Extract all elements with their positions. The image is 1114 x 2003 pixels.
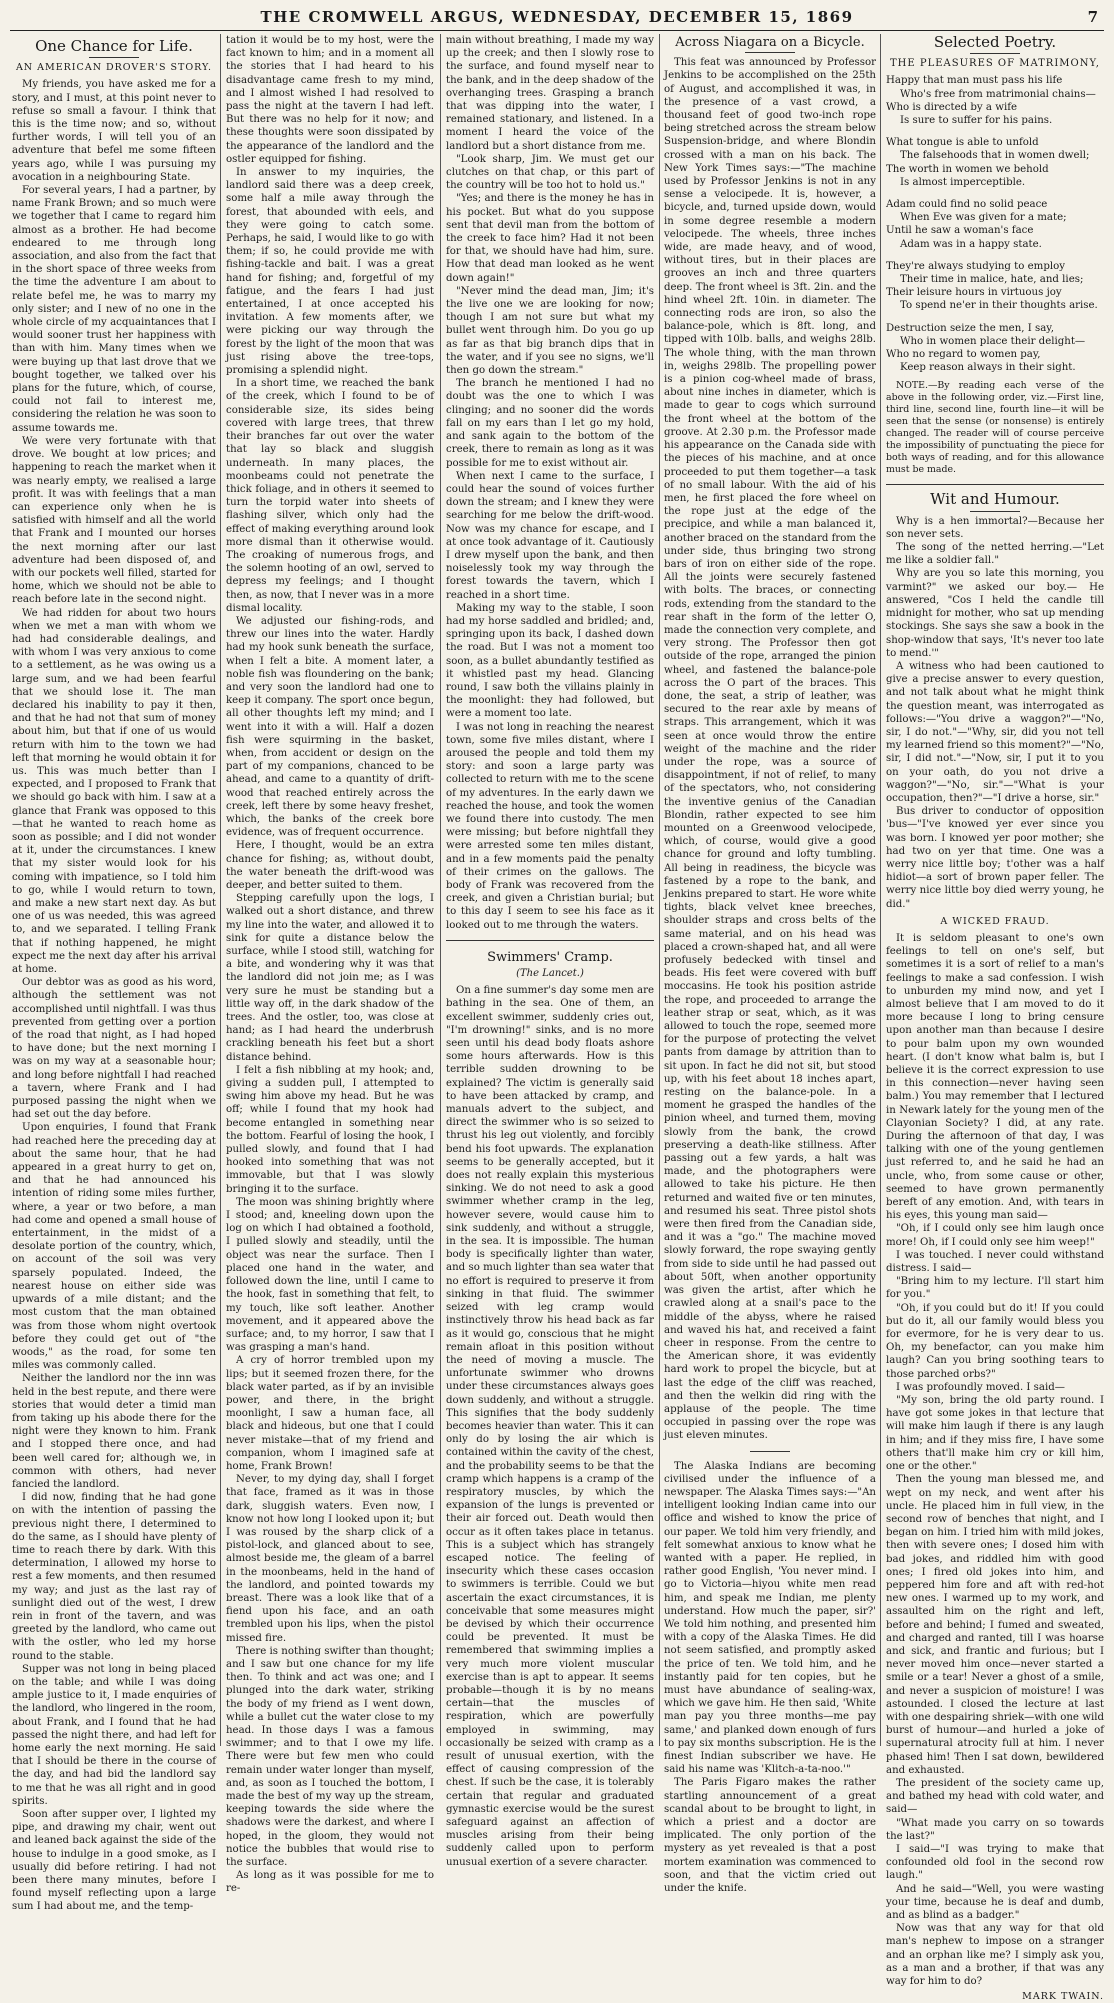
paragraph: Neither the landlord nor the inn was held in the best repute, and there were stories that would deter a timid man from taking up his abode there for the night were they known to him. Frank and I stopped there once, and had been well cared for; although we, in common with others, had never fancied the landlord. [12,1373,216,1490]
paragraph: We were very fortunate with that drove. We bought at low prices; and happening to reach the market when it was nearly empty, we realised a large profit. It was with feelings that a man can experience only when he is satisfied with himself and all the world that Frank and I mounted our horses the next morning after our last adventure had been disposed of, and with our pockets well filled, started for home, which we should not be able to reach before late in the second night. [12,435,216,606]
poem-line: Who's free from matrimonial chains— [900,88,1096,100]
paragraph: When next I came to the surface, I could hear the sound of voices further down the stream; and I knew they were searching for me below the drift-wood. Now was my chance for escape, and I at once took advantage of it. Cautiously I drew myself upon the bank, and then noiselessly took my way through the forest towards the tavern, which I reached in a short time. [446,470,654,601]
paragraph: The Paris Figaro makes the rather startling announcement of a great scandal about to be brought to light, in which a priest and a doctor are implicated. The only portion of the mystery as yet revealed is that a post mortem examination was commenced to soon, and that the victim cried out under the knife. [664,1777,876,1895]
paragraph: I was profoundly moved. I said— [896,1381,1065,1393]
paragraph: Why is a hen immortal?—Because her son never sets. [886,515,1104,540]
divider [745,52,795,53]
note-text: NOTE.—By reading each verse of the above in the following order, viz.—First line, third line, second line, fourth line—it will be seen that the sense (or nonsense) is entirely changed. The reader will of course perceive the impossibility of punctuating the piece for both ways of reading, and for this allowance must be made. [886,380,1104,476]
paragraph: "Oh, if I could only see him laugh once more! Oh, if I could only see him weep!" [886,1223,1104,1248]
paragraph: Then the young man blessed me, and wept on my neck, and went after his uncle. He placed him in full view, in the second row of benches that night, and I began on him. I tried him with mild jokes, then with severe ones; I dosed him with bad jokes, and riddled him with good ones; I fired old jokes into him, and peppered him fore and aft with red-hot new ones. I warmed up to my work, and assaulted him on the right and left, before and behind; I fumed and sweated, and charged and ranted, till I was hoarse and sick, and frantic and furious; but I never moved him once—never started a smile or a tear! Never a ghost of a smile, and never a suspicion of moisture! I was astounded. I closed the lecture at last with one despairing shriek—with one wild burst of humour—and hurled a joke of supernatural atrocity full at him. I never phased him! Then I sat down, bewildered and exhausted. [886,1474,1104,1776]
poem-line: Keep reason always in their sight. [900,362,1076,374]
page-number: 7 [1087,8,1098,26]
paragraph: "Oh, if you could but do it! If you could but do it, all our family would bless you for evermore, for he is very dear to us. Oh, my benefactor, can you make him laugh? Can you bring soothing tears to those parched orbs?" [886,1302,1104,1380]
section-heading: Selected Poetry. [933,33,1057,51]
paragraph: I felt a fish nibbling at my hook; and, giving a sudden pull, I attempted to swing him above my head. But he was off; while I found that my hook had become entangled in something near the bottom. Fearful of losing the hook, I pulled slowly, and found that I had hooked into something that was not immovable, but that I was slowly bringing it to the surface. [226,1064,434,1195]
paragraph: Bus driver to conductor of opposition 'bus—"I've knowed yer ever since you was born. I knowed yer poor mother; she had two on yer that time. One was a werry nice little boy; t'other was a half hidiot—a sort of brown paper feller. The werry nice little boy died werry young, he did." [886,806,1104,910]
poem-line: Adam could find no solid peace [886,199,1048,211]
column-5 [886,33,1104,2003]
paragraph: The president of the society came up, and bathed my head with cold water, and said— [886,1777,1104,1816]
poem-line: Is sure to suffer for his pains. [900,115,1053,127]
paragraph: tation it would be to my host, were the fact known to him; and in a moment all the stories that I had heard to his disadvantage came fresh to my mind, and I almost wished I had resolved to pass the night at the tavern I had left. But there was no help for it now; and these thoughts were soon dissipated by the appearance of the landlord and the ostler equipped for fishing. [226,35,434,165]
poem-line: Who no regard to women pay, [886,349,1041,361]
paragraph: A cry of horror trembled upon my lips; but it seemed frozen there, for the black water parted, as if by an invisible power, and there, in the bright moonlight, I saw a human face, all black and hideous, but one that I could never mistake—that of my friend and companion, whom I imagined safe at home, Frank Brown! [226,1355,434,1472]
paragraph: "Bring him to my lecture. I'll start him for you." [886,1276,1104,1301]
poem-gap [886,251,1104,260]
poem-line: What tongue is able to unfold [886,137,1039,149]
paragraph: Why are you so late this morning, you varmint?" we asked our boy.— He answered, "Cos I held the candle till midnight for mother, who sat up mending stockings. She says she saw a book in the shop-window that says, 'It's never too late to mend.'" [886,568,1104,659]
paragraph: The song of the netted herring.—"Let me like a soldier fall." [886,542,1104,567]
divider [970,53,1020,54]
paragraph: I said—"I was trying to make that confounded old fool in the second row laugh." [886,1843,1104,1882]
paragraph: Now was that any way for that old man's nephew to impose on a stranger and an orphan like me? I simply ask you, as a man and a brother, if that was any way for him to do? [886,1923,1104,1988]
poem-line: Adam was in a happy state. [900,238,1042,250]
paragraph: A witness who had been cautioned to give a precise answer to every question, and not talk about what he might think the question meant, was interrogated as follows:—"You drive a waggon?"—"No, sir, I do not."—"Why, sir, did you not tell my learned friend so this moment?"—"No, sir, I did not."—"Now, sir, I put it to you on your oath, do you not drive a waggon?"—"No, sir."—"What is your occupation, then?"—"I drive a horse, sir." [886,660,1104,804]
poem-line: Happy that man must pass his life [886,75,1063,87]
divider [886,484,1104,485]
divider [970,511,1020,512]
column-2 [226,34,434,1895]
paragraph: And he said—"Well, you were wasting your time, because he is deaf and dumb, and as blind as a badger." [886,1883,1104,1921]
poem-line: Who in women place their delight— [900,335,1086,347]
author-signature: MARK TWAIN. [1022,1991,1104,2003]
paragraph: We had ridden for about two hours when we met a man with whom we had had considerable dealings, and with whom I was very anxious to come to a settlement, as he was owing us a large sum, and we had been fearful that we should lose it. The man declared his inability to pay it then, and that he had not that sum of money about him, but that if one of us would return with him to the town we had left that morning he would obtain it for us. This was much better than I expected, and I proposed to Frank that we should go back with him. I saw at a glance that Frank was opposed to this—that he wanted to reach home as soon as possible; and I did not wonder at it, under the circumstances. I knew that my sister would look for his coming with impatience, so I told him to go, while I would return to town, and make a new start next day. As but one of us was needed, this was agreed to, and we separated. I telling Frank that if nothing happened, he might expect me the next day after his arrival at home. [12,607,216,976]
paragraph: Our debtor was as good as his word, although the settlement was not accomplished until nightfall. I was thus prevented from getting over a portion of the road that night, as I had hoped to have done; but the next morning I was on my way at a seasonable hour; and long before nightfall I had reached a tavern, where Frank and I had purposed passing the night when we had set out the day before. [12,977,216,1121]
poem-line: Until he saw a woman's face [886,225,1034,237]
paragraph: "Look sharp, Jim. We must get our clutches on that chap, or this part of the country will be too hot to hold us." [446,153,654,192]
paragraph: In a short time, we reached the bank of the creek, which I found to be of considerable size, its sides being covered with large trees, that threw their branches far out over the water that lay so black and sluggish underneath. In many places, the moonbeams could not penetrate the thick foliage, and in others it seemed to turn the torpid water into sheets of flashing silver, which only had the effect of making everything around look more dismal than it otherwise would. The croaking of numerous frogs, and the solemn hooting of an owl, served to depress my feelings; and I thought then, as now, that I never was in a more dismal locality. [226,378,434,614]
paragraph: In answer to my inquiries, the landlord said there was a deep creek, some half a mile away through the forest, that abounded with eels, and they were going to catch some. Perhaps, he said, I would like to go with them; if so, he could provide me with fishing-tackle and bait. I was a great hand for fishing; and, forgetful of my fatigue, and the fears I had just entertained, I at once accepted his invitation. A few moments after, we were picking our way through the forest by the light of the moon that was just rising above the tree-tops, promising a splendid night. [226,167,434,377]
paragraph: There is nothing swifter than thought; and I saw but one chance for my life then. To think and act was one; and I plunged into the dark water, striking the body of my friend as I went down, while a bullet cut the water close to my head. In those days I was a famous swimmer; and to that I owe my life. There were but few men who could remain under water longer than myself, and, as soon as I touched the bottom, I made the best of my way up the stream, keeping towards the side where the shadows were the darkest, and where I hoped, in the gloom, they would not notice the bubbles that would rise to the surface. [226,1645,434,1869]
article-heading: Swimmers' Cramp. [487,949,613,965]
paragraph: main without breathing, I made my way up the creek; and then I slowly rose to the surface, and found myself near to the bank, and in the deep shadow of the overhanging trees. Grasping a branch that was dipping into the water, I remained stationary, and listened. In a moment I heard the voice of the landlord but a short distance from me. [446,35,654,152]
poem-line: Is almost imperceptible. [900,176,1026,188]
newspaper-title: THE CROMWELL ARGUS, WEDNESDAY, DECEMBER 15, 1869 [260,8,854,26]
paragraph: My friends, you have asked me for a story, and I must, at this point never to refuse so small a favour. I think that this is the time now; and so, without further words, I will tell you of an adventure that befel me some fifteen years ago, while I was pursuing my avocation in a neighbouring State. [12,79,216,183]
paragraph: I did now, finding that he had gone on with the intention of passing the previous night there, I determined to do the same, as I should have plenty of time to reach there by dark. With this determination, I allowed my horse to rest a few moments, and then resumed my way; and just as the last ray of sunlight died out of the west, I drew rein in front of the tavern, and was greeted by the landlord, who came out with the ostler, who led my horse round to the stable. [12,1492,216,1662]
paragraph: On a fine summer's day some men are bathing in the sea. One of them, an excellent swimmer, suddenly cries out, "I'm drowning!" sinks, and is no more seen until his dead body floats ashore some hours afterwards. How is this terrible sudden drowning to be explained? The victim is generally said to have been attacked by cramp, and manuals advert to the subject, and direct the swimmer who is so seized to thrust his leg out violently, and forcibly bend his foot upwards. The explanation seems to be generally accepted, but it does not really explain this mysterious sinking. We do not need to ask a good swimmer whether cramp in the leg, however severe, would cause him to sink suddenly, and without a struggle, in the sea. It is impossible. The human body is specifically lighter than water, and so much lighter than sea water that no effort is required to preserve it from sinking in that fluid. The swimmer seized with leg cramp would instinctively throw his head back as far as it would go, conscious that he might remain afloat in this position without the need of moving a muscle. The unfortunate swimmer who drowns under these circumstances always goes down suddenly, and without a struggle. This signifies that the body suddenly becomes heavier than water. This it can only do by losing the air which is contained within the cavity of the chest, and the probability seems to be that the cramp which happens is a cramp of the respiratory muscles, by which the expansion of the lungs is prevented or their air forced out. Death would then occur as it often takes place in tetanus. This is a subject which has strangely escaped notice. The feeling of insecurity which these cases occasion to swimmers is terrible. Could we but ascertain the exact circumstances, it is conceivable that some measures might be devised by which their occurrence could be prevented. It must be remembered that swimming implies a very much more violent muscular exercise than is apt to appear. It seems probable—though it is by no means certain—that the muscles of respiration, which are powerfully employed in swimming, may occasionally be seized with cramp as a result of unusual exertion, with the effect of causing compression of the chest. If such be the case, it is tolerably certain that regular and graduated gymnastic exercise would be the surest safeguard against an affection of muscles arising from their being suddenly called upon to perform unusual exertion of a severe character. [446,985,654,1868]
section-heading: Wit and Humour. [930,490,1060,509]
paragraph: Here, I thought, would be an extra chance for fishing; as, without doubt, the water beneath the drift-wood was deeper, and better suited to them. [226,840,434,891]
poem-line: The worth in women we behold [886,163,1049,175]
paragraph: The moon was shining brightly where I stood; and, kneeling down upon the log on which I had obtained a foothold, I pulled slowly and steadily, until the object was near the surface. Then I placed one hand in the water, and followed down the line, until I came to the hook, fast in something that felt, to my touch, like soft leather. Another movement, and it appeared above the surface; and, to my horror, I saw that I was grasping a man's hand. [226,1196,434,1354]
article-heading: One Chance for Life. [35,37,193,55]
paragraph: Making my way to the stable, I soon had my horse saddled and bridled; and, springing upon its back, I dashed down the road. But I was not a moment too soon, as a bullet abundantly testified as it whistled past my head. Glancing round, I saw both the villains plainly in the moonlight: they had followed, but were a moment too late. [446,602,654,720]
article-subheading: AN AMERICAN DROVER'S STORY. [15,62,213,74]
column-rule [440,34,441,1746]
poem-line: When Eve was given for a mate; [900,212,1067,224]
column-1 [12,34,216,1913]
paragraph: "What made you carry on so towards the last?" [886,1817,1104,1842]
column-rule [659,34,660,1746]
poem-gap [886,313,1104,322]
poem-line: They're always studying to employ [886,260,1065,272]
paragraph: Stepping carefully upon the logs, I walked out a short distance, and threw my line into the water, and allowed it to sink for quite a distance below the surface, while I stood still, watching for a bite, and wondering why it was that the landlord did not join me; as I was very sure he must be standing but a little way off, in the dark shadow of the trees. And the ostler, too, was close at hand; as I had heard the underbrush crackling beneath his feet but a short distance behind. [226,893,434,1063]
column-rule [220,34,221,1746]
poem [886,74,1104,374]
column-rule [880,34,881,1746]
column-3 [446,34,654,1868]
paragraph: The branch he mentioned I had no doubt was the one to which I was clinging; and no sooner did the words fall on my ears than I let go my hold, and sank again to the bottom of the creek, there to remain as long as it was possible for me to exist without air. [446,378,654,469]
poem-line: Their time in malice, hate, and lies; [900,274,1084,286]
paragraph: For several years, I had a partner, by name Frank Brown; and so much were we together that I came to regard him almost as a brother. He had become endeared to me through long association, and also from the fact that in the short space of three weeks from the time the adventure I am about to relate befel me, he was to marry my only sister; and I new of no one in the whole circle of my acquaintances that I would sooner trust her happiness with than with him. Many times when we were buying up that last drove that we bought together, we talked over his plans for the future, which, of course, could not fail to interest me, considering the relation he was soon to assume towards me. [12,185,216,434]
paragraph: I was not long in reaching the nearest town, some five miles distant, where I aroused the people and told them my story: and soon a large party was collected to return with me to the scene of my adventures. In the early dawn we reached the house, and took the women we found there into custody. The men were missing; but before nightfall they were arrested some ten miles distant, and in a few moments paid the penalty of their crimes on the gallows. The body of Frank was recovered from the creek, and given a Christian burial; but to this day I seem to see his face as it looked out to me through the waters. [446,721,654,931]
paragraph: "Yes; and there is the money he has in his pocket. But what do you suppose sent that devil man from the bottom of the creek to face him? Had it not been for that, we should have had him, sure. How that dead man looked as he went down again!" [446,193,654,284]
paragraph: "Never mind the dead man, Jim; it's the live one we are looking for now; though I am not sure but what my bullet went through him. Do you go up as far as that big branch dips that in the water, and if you see no signs, we'll then go down the stream." [446,285,654,377]
poem-line: Their leisure hours in virtuous joy [886,287,1062,299]
paragraph: Upon enquiries, I found that Frank had reached here the preceding day at about the same hour, that he had appeared in a great hurry to get on, and that he had announced his intention of riding some miles further, where, a year or two before, a man had come and opened a small house of entertainment, in the midst of a desolate portion of the country, which, on account of the soil was very sparsely populated. Indeed, the nearest house on either side was upwards of a mile distant; and the most custom that the man obtained was from those whom night overtook before they could get out of "the woods," as the road, for some ten miles was commonly called. [12,1122,216,1372]
paragraph: We adjusted our fishing-rods, and threw our lines into the water. Hardly had my hook sunk beneath the surface, when I felt a bite. A moment later, a noble fish was floundering on the bank; and very soon the landlord had one to keep it company. The sport once begun, all other thoughts left my mind; and I went into it with a will. Half a dozen fish were squirming in the basket, when, from accident or design on the part of my companions, chanced to be ahead, and came to a quantity of drift-wood that reached entirely across the creek, left there by some heavy freshet, which, the banks of the creek bore evidence, was of frequent occurrence. [226,615,434,839]
poem-line: To spend ne'er in their thoughts arise. [900,300,1098,312]
poem-line: Destruction seize the men, I say, [886,322,1054,334]
divider [89,57,139,58]
article-heading: Across Niagara on a Bicycle. [675,35,865,50]
column-4 [664,34,876,1895]
poem-line: The falsehoods that in women dwell; [900,150,1090,162]
poem-gap [886,127,1104,136]
paragraph: Soon after supper over, I lighted my pipe, and drawing my chair, went out and leaned back against the side of the house to indulge in a good smoke, as I usually did before retiring. I had not been there many minutes, before I found myself reflecting upon a large sum I had about me, and the temp- [12,1809,216,1913]
paragraph: Never, to my dying day, shall I forget that face, framed as it was in those dark, sluggish waters. Even now, I know not how long I looked upon it; but I was roused by the sharp click of a pistol-lock, and glanced about to see, almost beside me, the gleam of a barrel in the moonbeams, held in the hand of the landlord, and pointed towards my breast. There was a look like that of a fiend upon his face, and an oath trembled upon his lips, when the pistol missed fire. [226,1474,434,1644]
paragraph: It is seldom pleasant to one's own feelings to tell on one's self, but sometimes it is a sort of relief to a man's feelings to make a sad confession. I wish to unburden my mind now, and yet I almost believe that I am moved to do it more because I long to bring censure upon another man than because I desire to pour balm upon my own wounded heart. (I don't know what balm is, but I believe it is the correct expression to use in this connection—never having seen balm.) You may remember that I lectured in Newark lately for the young men of the Clayonian Society? I did, at any rate. During the afternoon of that day, I was talking with one of the young gentlemen just referred to, and he said he had an uncle, who, from some cause or other, seemed to have grown permanently bereft of any emotion. And, with tears in his eyes, this young man said— [886,932,1104,1222]
paragraph: "My son, bring the old party round. I have got some jokes in that lecture that will make him laugh if there is any laugh in him; and if they miss fire, I have some others that'll make him cry or kill him, one or the other." [886,1395,1104,1473]
poem-note [886,380,1104,476]
paragraph: This feat was announced by Professor Jenkins to be accomplished on the 25th of August, and accomplished it was, in the presence of a vast crowd, a thousand feet of good two-inch rope being stretched across the stream below Suspension-bridge, and where Blondin crossed with a man on his back. The New York Times says:—"The machine used by Professor Jenkins is not in any sense a velocipede. It is, however, a bicycle, and, turned upside down, would in some degree resemble a modern velocipede. The wheels, three inches wide, are made heavy, and of wood, without tires, but in their places are grooves an inch and three quarters deep. The front wheel is 3ft. 2in. and the hind wheel 2ft. 10in. in diameter. The connecting rods are iron, so also the balance-pole, which is 8ft. long, and tipped with 10lb. balls, and weighs 28lb. The whole thing, with the man thrown in, weighs 298lb. The propelling power is a pinion cog-wheel made of brass, about nine inches in diameter, which is made to gear to cogs which surround the front wheel at the bottom of the groove. At 2.30 p.m. the Professor made his appearance on the Canada side with the pieces of his machine, and at once proceeded to put them together—a task of no small labour. With the aid of his men, he first placed the fore wheel on the rope just at the edge of the precipice, and while a man balanced it, another braced on the standard from the under side, thus bringing two strong bars of iron on either side of the rope. All the joints were securely fastened with bolts. The braces, or connecting rods, extending from the standard to the rear shaft in the form of the letter O, made the connection very complete, and very strong. The Professor then got outside of the rope, arranged the pinion wheel, and fastened the balance-pole across the O part of the braces. This done, the seat, a strip of leather, was secured to the rear axle by means of straps. This arrangement, which it was seen at once would throw the entire weight of the machine and the rider under the rope, was a source of disappointment, if not of relief, to many of the spectators, who, not considering the inventive genius of the Canadian Blondin, rather expected to see him mounted on a Greenwood velocipede, which, of course, would give a good chance for ground and lofty tumbling. All being in readiness, the bicycle was fastened by a rope to the bank, and Jenkins prepared to start. He wore white tights, black velvet knee breeches, shoulder straps and cross belts of the same material, and on his head was placed a crown-shaped hat, and all were profusely bedecked with tinsel and beads. His feet were covered with buff moccasins. He took his position astride the rope, and proceeded to arrange the leather strap or seat, which, as it was allowed to touch the rope, seemed more for the purpose of protecting the velvet pants from damage by attrition than to sit upon. In fact he did not sit, but stood up, with his feet about 18 inches apart, resting on the balance-pole. In a moment he grasped the handles of the pinion wheel, and turned them, moving slowly from the bank, the crowd preserving a death-like stillness. After passing out a few yards, a halt was made, and the photographers were allowed to take his picture. He then returned and waited five or ten minutes, and resumed his seat. Three pistol shots were then fired from the Canadian side, and it was a "go." The machine moved slowly forward, the rope swaying gently from side to side until he had passed out about 50ft, when another opportunity was given the artist, after which he crawled along at a snail's pace to the middle of the abyss, where he raised and waved his hat, and received a faint cheer in response. From the centre to the American shore, it was evidently hard work to propel the bicycle, but at last the edge of the cliff was reached, and then the welkin did ring with the applause of the people. The time occupied in passing over the rope was just eleven minutes. [664,57,876,1442]
poem-line: Who is directed by a wife [886,101,1017,113]
paragraph: The Alaska Indians are becoming civilised under the influence of a newspaper. The Alaska Times says:—"An intelligent looking Indian came into our office and wished to know the price of our paper. We told him very friendly, and felt somewhat anxious to know what he wanted with a paper. He replied, in rather good English, 'You never mind. I go to Victoria—hiyou white men read him, and speak me Indian, me plenty understand. How much the paper, sir?' We told him nothing, and presented him with a copy of the Alaska Times. He did not seem satisfied, and promptly asked the price of ten. We told him, and he instantly paid for ten copies, but he must have abundance of sealing-wax, which we gave him. He then said, 'White man pay you three months—me pay same,' and planked down enough of furs to pay six months subscription. He is the finest Indian subscriber we have. He said his name was 'Klitch-a-ta-noo.'" [664,1460,876,1776]
divider [750,1451,790,1452]
divider [446,940,654,941]
masthead [10,6,1104,31]
poem-title: THE PLEASURES OF MATRIMONY, [890,58,1100,70]
article-source: (The Lancet.) [516,968,584,980]
paragraph: Supper was not long in being placed on the table; and while I was doing ample justice to it, I made enquiries of the landlord, who lingered in the room, about Frank, and I found that he had passed the night there, and had left for home early the next morning. He said that I should be there in the course of the day, and had bid the landlord say to me that he was all right and in good spirits. [12,1663,216,1807]
article-subheading: A WICKED FRAUD. [940,915,1050,927]
paragraph: As long as it was possible for me to re- [226,1870,434,1895]
paragraph: I was touched. I never could withstand distress. I said— [886,1249,1104,1275]
poem-gap [886,189,1104,198]
